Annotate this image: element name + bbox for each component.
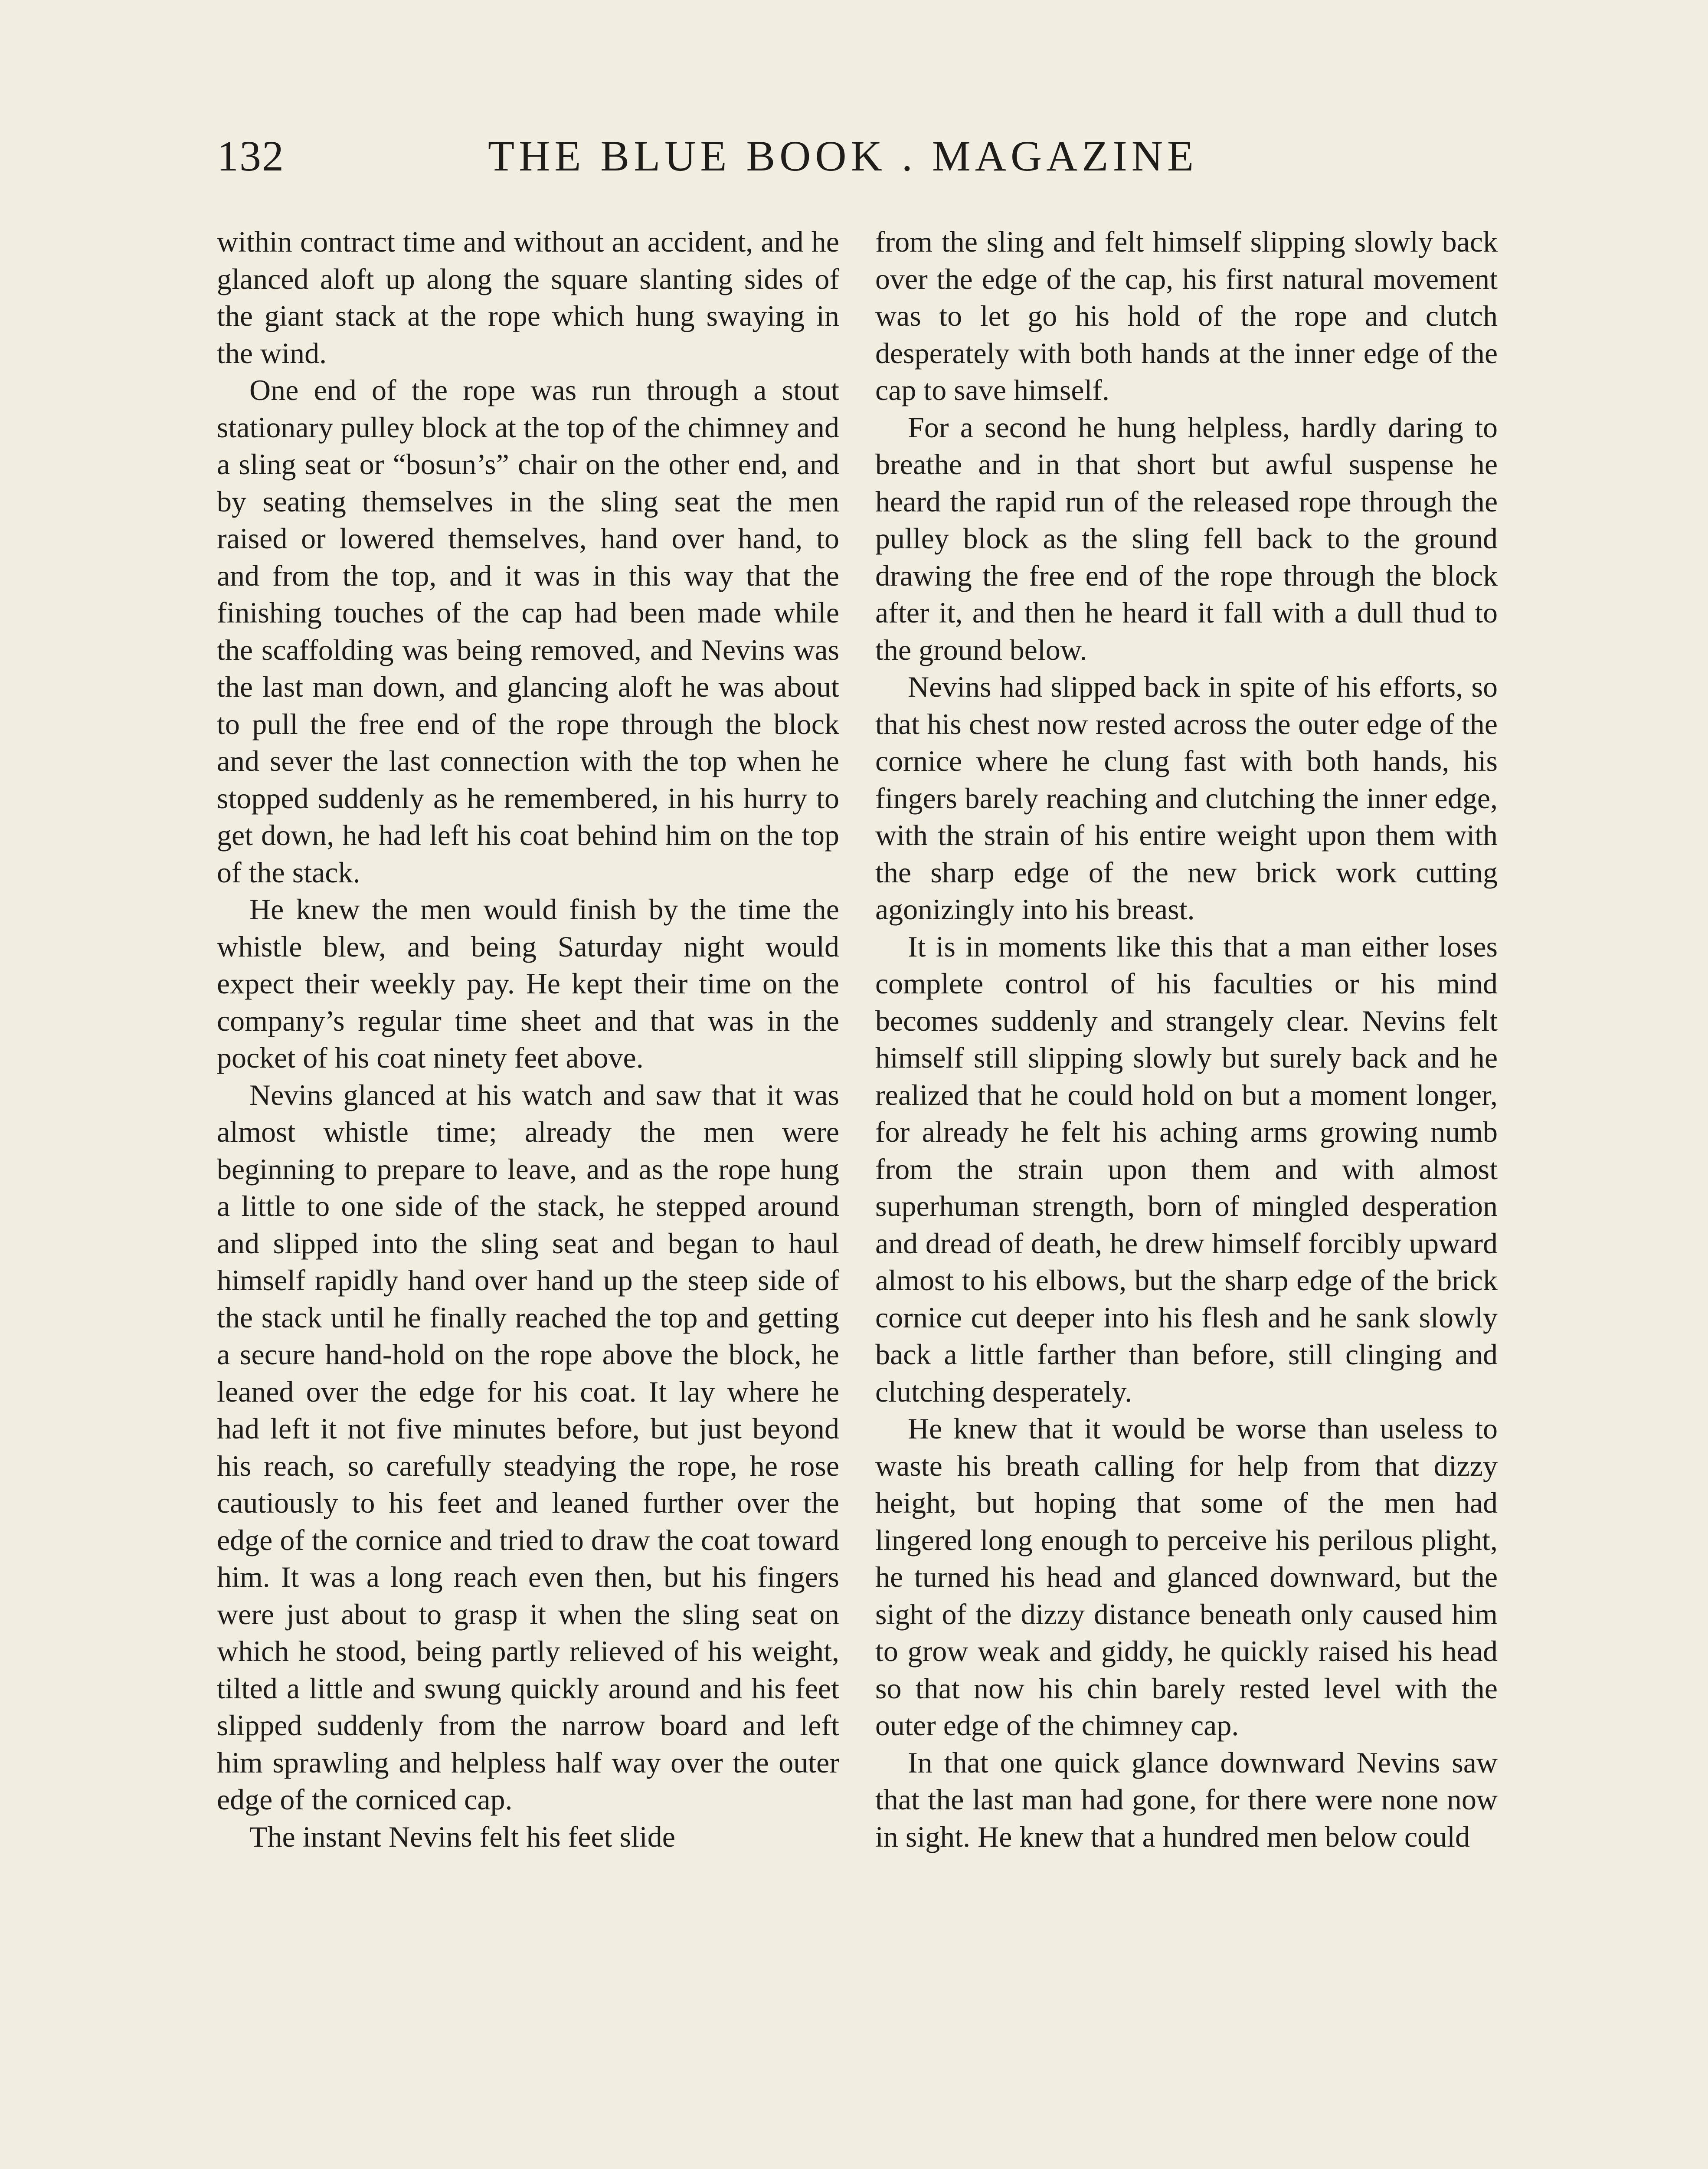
paragraph: One end of the rope was run through a stout stationary pulley block at the top of the chimney and a sling seat or “bosun’s” chair on the other end, and by seating themselves in the sling seat the men raised or lowered themselves, hand over hand, to and from the top, and it was in this way that the finishing touches of the cap had been made while the scaffolding was being removed, and Nevins was the last man down, and glancing aloft he was about to pull the free end of the rope through the block and sever the last connection with the top when he stopped suddenly as he remembered, in his hurry to get down, he had left his coat behind him on the top of the stack.	[217, 374, 839, 889]
paragraph: The instant Nevins felt his feet slide	[249, 1820, 675, 1853]
paragraph: Nevins glanced at his watch and saw that it was almost whistle time; already the men were beginning to prepare to leave, and as the rope hung a little to one side of the stack, he stepped around and slipped into the sling seat and began to haul himself rapidly hand over hand up the steep side of the stack until he finally reached the top and getting a secure hand-hold on the rope above the block, he leaned over the edge for his coat. It lay where he had left it not five minutes before, but just beyond his reach, so carefully steadying the rope, he rose cautiously to his feet and leaned further over the edge of the cornice and tried to draw the coat toward him. It was a long reach even then, but his fingers were just about to grasp it when the sling seat on which he stood, being partly relieved of his weight, tilted a little and swung quickly around and his feet slipped suddenly from the narrow board and left him sprawling and helpless half way over the outer edge of the corniced cap.	[217, 1078, 839, 1816]
paragraph: For a second he hung helpless, hardly daring to breathe and in that short but awful suspense he heard the rapid run of the released rope through the pulley block as the sling fell back to the ground drawing the free end of the rope through the block after it, and then he heard it fall with a dull thud to the ground below.	[875, 410, 1498, 666]
paragraph-continued: from the sling and felt himself slipping slowly back over the edge of the cap, his first natural movement was to let go his hold of the rope and clutch desperately with both hands at the inner edge of the cap to save himself.	[875, 225, 1498, 406]
page-number: 132	[217, 132, 285, 180]
running-head	[217, 130, 1496, 182]
paragraph: He knew the men would finish by the time the whistle blew, and being Saturday night would expect their weekly pay. He kept their time on the company’s regular time sheet and that was in the pocket of his coat ninety feet above.	[217, 893, 839, 1074]
paragraph: He knew that it would be worse than useless to waste his breath calling for help from that dizzy height, but hoping that some of the men had lingered long enough to perceive his perilous plight, he turned his head and glanced downward, but the sight of the dizzy distance beneath only caused him to grow weak and giddy, he quickly raised his head so that now his chin barely rested level with the outer edge of the chimney cap.	[875, 1412, 1498, 1742]
left-text-column	[217, 223, 839, 1855]
magazine-title: THE BLUE BOOK . MAGAZINE	[488, 132, 1198, 180]
paragraph: Nevins had slipped back in spite of his efforts, so that his chest now rested across the outer edge of the cornice where he clung fast with both hands, his fingers barely reaching and clutching the inner edge, with the strain of his entire weight upon them with the sharp edge of the new brick work cutting agonizingly into his breast.	[875, 670, 1498, 926]
paragraph: It is in moments like this that a man either loses complete control of his faculties or his mind becomes suddenly and strangely clear. Nevins felt himself still slipping slowly but surely back and he realized that he could hold on but a moment longer, for already he felt his aching arms growing numb from the strain upon them and with almost superhuman strength, born of mingled desperation and dread of death, he drew himself forcibly upward almost to his elbows, but the sharp edge of the brick cornice cut deeper into his flesh and he sank slowly back a little farther than before, still clinging and clutching desperately.	[875, 930, 1498, 1408]
paragraph-continued: within contract time and without an accident, and he glanced aloft up along the square slanting sides of the giant stack at the rope which hung swaying in the wind.	[217, 225, 839, 370]
right-text-column	[875, 223, 1498, 1855]
paragraph: In that one quick glance downward Nevins saw that the last man had gone, for there were none now in sight. He knew that a hundred men below could	[875, 1746, 1498, 1853]
